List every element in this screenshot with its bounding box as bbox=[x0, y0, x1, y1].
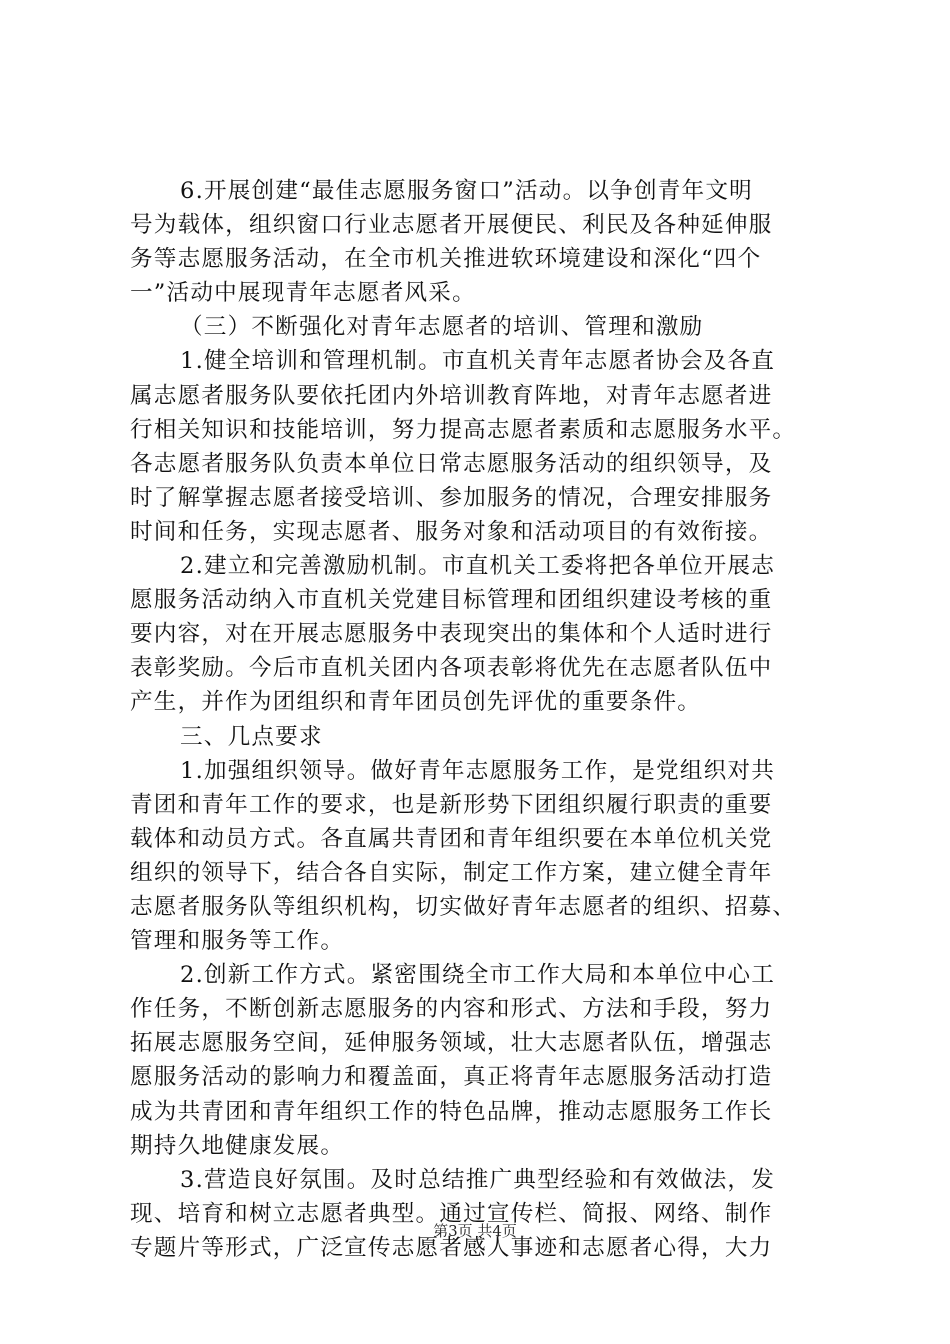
page-number-footer: 第3页 共4页 bbox=[433, 1222, 517, 1240]
section-heading: 三、几点要求 bbox=[180, 723, 323, 750]
paragraph-line: 管理和服务等工作。 bbox=[130, 928, 345, 955]
paragraph-line: 各志愿者服务队负责本单位日常志愿服务活动的组织领导，及 bbox=[130, 450, 773, 477]
paragraph-line: 表彰奖励。今后市直机关团内各项表彰将优先在志愿者队伍中 bbox=[130, 655, 773, 682]
paragraph-line: 要内容，对在开展志愿服务中表现突出的集体和个人适时进行 bbox=[130, 621, 773, 648]
paragraph-line: 号为载体，组织窗口行业志愿者开展便民、利民及各种延伸服 bbox=[130, 212, 773, 239]
paragraph-line: 志愿者服务队等组织机构，切实做好青年志愿者的组织、招募、 bbox=[130, 893, 797, 920]
paragraph-line: 成为共青团和青年组织工作的特色品牌，推动志愿服务工作长 bbox=[130, 1098, 773, 1125]
paragraph-line: 6.开展创建“最佳志愿服务窗口”活动。以争创青年文明 bbox=[180, 178, 753, 204]
paragraph-line: 3.营造良好氛围。及时总结推广典型经验和有效做法，发 bbox=[180, 1166, 776, 1193]
paragraph-line: 1.健全培训和管理机制。市直机关青年志愿者协会及各直 bbox=[180, 348, 776, 375]
paragraph-line: 1.加强组织领导。做好青年志愿服务工作，是党组织对共 bbox=[180, 757, 776, 784]
paragraph-line: 青团和青年工作的要求，也是新形势下团组织履行职责的重要 bbox=[130, 791, 773, 818]
paragraph-line: 拓展志愿服务空间，延伸服务领域，壮大志愿者队伍，增强志 bbox=[130, 1030, 773, 1057]
document-body bbox=[130, 174, 830, 1265]
paragraph-line: 现、培育和树立志愿者典型。通过宣传栏、简报、网络、制作 bbox=[130, 1200, 773, 1227]
paragraph-line: 2.建立和完善激励机制。市直机关工委将把各单位开展志 bbox=[180, 553, 776, 580]
paragraph-line: 产生，并作为团组织和青年团员创先评优的重要条件。 bbox=[130, 689, 702, 716]
paragraph-line: 组织的领导下，结合各自实际，制定工作方案，建立健全青年 bbox=[130, 859, 773, 886]
paragraph-line: 期持久地健康发展。 bbox=[130, 1132, 345, 1159]
paragraph-line: 专题片等形式，广泛宣传志愿者感人事迹和志愿者心得，大力 bbox=[130, 1234, 773, 1261]
paragraph-line: 载体和动员方式。各直属共青团和青年组织要在本单位机关党 bbox=[130, 825, 773, 852]
paragraph-line: 愿服务活动的影响力和覆盖面，真正将青年志愿服务活动打造 bbox=[130, 1064, 773, 1091]
paragraph-line: 愿服务活动纳入市直机关党建目标管理和团组织建设考核的重 bbox=[130, 587, 773, 614]
paragraph-line: 2.创新工作方式。紧密围绕全市工作大局和本单位中心工 bbox=[180, 962, 776, 989]
paragraph-line: 时了解掌握志愿者接受培训、参加服务的情况，合理安排服务 bbox=[130, 484, 773, 511]
paragraph-line: 作任务，不断创新志愿服务的内容和形式、方法和手段，努力 bbox=[130, 996, 773, 1023]
paragraph-line: 务等志愿服务活动，在全市机关推进软环境建设和深化“四个 bbox=[130, 246, 762, 273]
paragraph-line: 一”活动中展现青年志愿者风采。 bbox=[130, 280, 476, 307]
paragraph-line: 属志愿者服务队要依托团内外培训教育阵地，对青年志愿者进 bbox=[130, 382, 773, 409]
paragraph-line: 行相关知识和技能培训，努力提高志愿者素质和志愿服务水平。 bbox=[130, 416, 797, 443]
section-heading: （三）不断强化对青年志愿者的培训、管理和激励 bbox=[180, 314, 704, 341]
paragraph-line: 时间和任务，实现志愿者、服务对象和活动项目的有效衔接。 bbox=[130, 518, 773, 545]
